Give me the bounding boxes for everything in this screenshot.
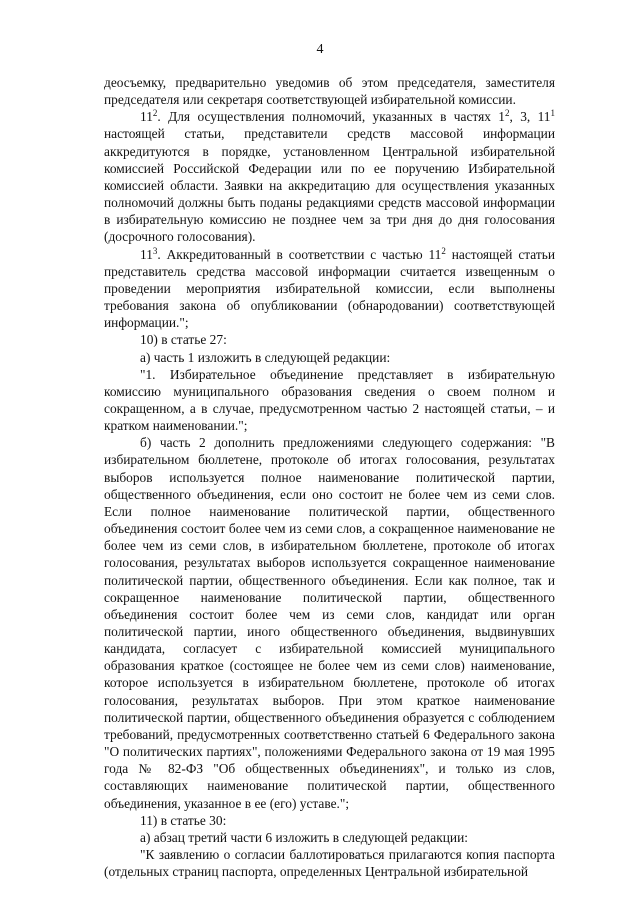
paragraph: а) часть 1 изложить в следующей редакции: bbox=[140, 349, 391, 365]
paragraph: $11^3$. Аккредитованный в соответствии с частью $11^2$ настоящей статьи представитель средства массовой информации считается извещенным о проведении мероприятия избирательной комиссии, если выполнены требования закона об опубликовании (обнародовании) соответствующей информации."; bbox=[104, 245, 555, 331]
paragraph: 10) в статье 27: bbox=[140, 332, 227, 348]
paragraph: б) часть 2 дополнить предложениями следующего содержания: "В избирательном бюллетене, протоколе об итогах голосования, результатах выборов используется полное наименование политической партии, общественного объединения, если оно состоит не более чем из семи слов. Если полное наименование политической партии, общественного объединения состоит более чем из семи слов, а сокращенное наименование не более чем из семи слов, в избирательном бюллетене, протоколе об итогах голосования, результатах выборов используется сокращенное наименование политической партии, общественного объединения. Если как полное, так и сокращенное наименование политической партии, общественного объединения состоит более чем из семи слов, кандидат или орган политической партии, иного общественного объединения, выдвинувших кандидата, согласует с избирательной комиссией муниципального образования краткое (состоящее не более чем из семи слов) наименование, которое используется в избирательном бюллетене, протоколе об итогах голосования, результатах выборов. При этом краткое наименование политической партии, общественного объединения образуется с соблюдением требований, предусмотренных соответственно статьей 6 Федерального закона "О политических партиях", положениями Федерального закона от 19 мая 1995 года № 82-ФЗ "Об общественных объединениях", и только из слов, составляющих наименование политической партии, общественного объединения, указанное в ее (его) уставе."; bbox=[104, 435, 555, 811]
paragraph: а) абзац третий части 6 изложить в следующей редакции: bbox=[140, 829, 468, 845]
paragraph: $11^2$. Для осуществления полномочий, указанных в частях $1^2$, 3, $11^1$ настоящей статьи, представители средств массовой информации аккредитуются в порядке, установленном Центральной избирательной комиссией Российской Федерации или по ее поручению Избирательной комиссией области. Заявки на аккредитацию для осуществления указанных полномочий должны быть поданы редакциями средств массовой информации в избирательную комиссию не позднее чем за три дня до дня голосования (досрочного голосования). bbox=[104, 108, 555, 245]
paragraph: деосъемку, предварительно уведомив об этом председателя, заместителя председателя или секретаря соответствующей избирательной комиссии. bbox=[104, 75, 555, 108]
page-number: 4 bbox=[316, 42, 324, 57]
document-body bbox=[104, 74, 555, 880]
paragraph: "К заявлению о согласии баллотироваться прилагаются копия паспорта (отдельных страниц паспорта, определенных Центральной избирательной bbox=[104, 847, 555, 880]
paragraph: 11) в статье 30: bbox=[140, 812, 227, 828]
paragraph: "1. Избирательное объединение представляет в избирательную комиссию муниципального образования сведения о своем полном и сокращенном, а в случае, предусмотренном частью 2 настоящей статьи, – и кратком наименовании."; bbox=[104, 366, 555, 434]
